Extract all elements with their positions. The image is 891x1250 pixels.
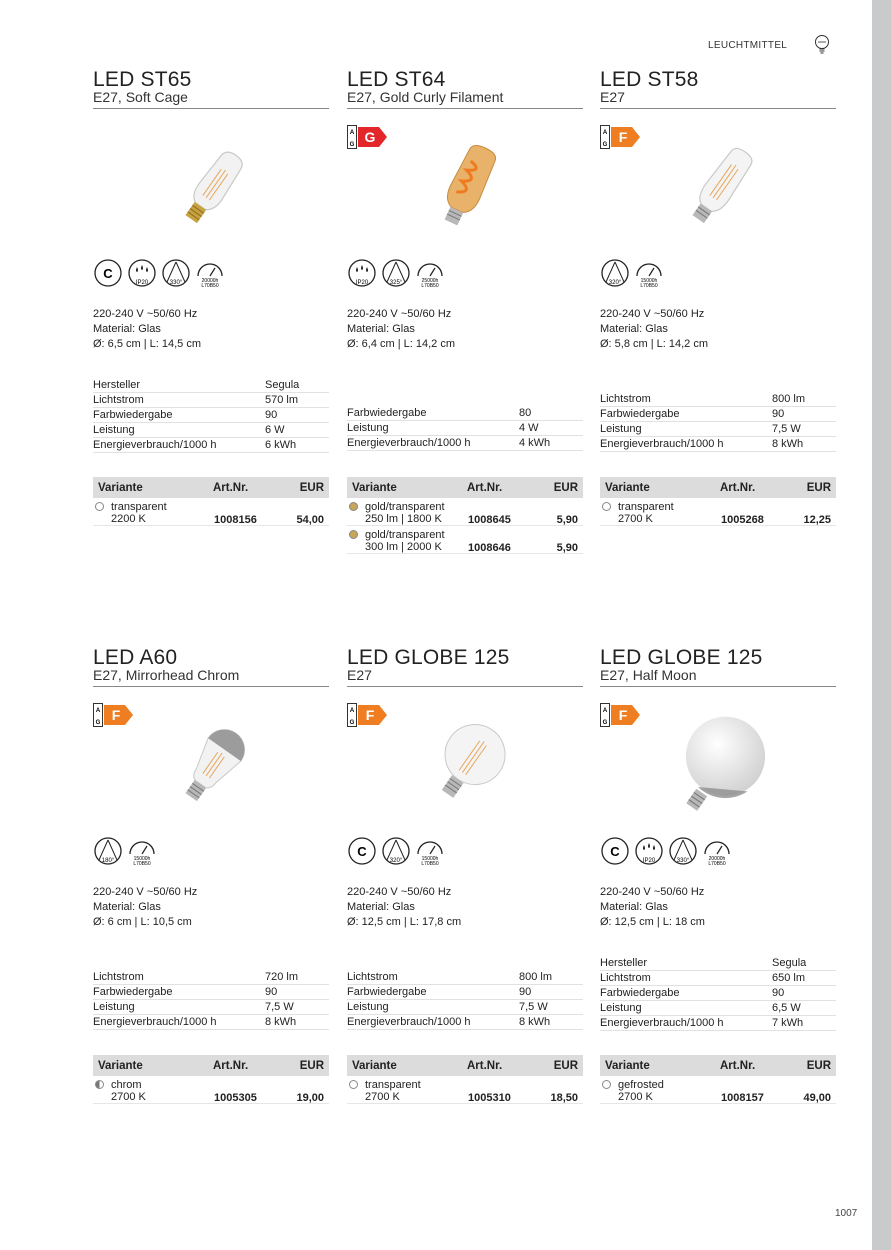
spec-voltage: 220-240 V ~50/60 Hz <box>347 886 452 898</box>
product-image <box>660 710 780 820</box>
svg-text:320°: 320° <box>389 858 403 864</box>
article-number: 1008156 <box>214 514 257 526</box>
specs <box>347 307 455 352</box>
spec-dimensions: Ø: 12,5 cm | L: 18 cm <box>600 916 705 928</box>
variant-detail: 2700 K <box>365 1091 400 1103</box>
specs <box>93 885 197 930</box>
180-beam-icon <box>93 836 123 866</box>
product-image <box>417 138 517 238</box>
svg-text:20000h: 20000h <box>201 278 219 284</box>
article-number: 1008645 <box>468 514 511 526</box>
product-subtitle: E27, Mirrorhead Chrom <box>93 667 240 683</box>
svg-text:A: A <box>349 708 355 714</box>
product-card <box>347 648 583 1148</box>
ip20-icon <box>127 258 157 288</box>
spec-material: Material: Glas <box>93 901 161 913</box>
variant-detail: 2700 K <box>618 1091 653 1103</box>
price: 5,90 <box>556 542 578 554</box>
330-beam-icon <box>161 258 191 288</box>
product-title: LED A60 <box>93 646 178 669</box>
svg-text:G: G <box>95 720 101 726</box>
title-rule <box>600 686 836 687</box>
svg-text:L70B50: L70B50 <box>640 283 658 288</box>
variant-row[interactable] <box>600 498 836 526</box>
energy-label-icon <box>600 125 642 149</box>
product-card <box>347 70 583 570</box>
15000h-lifetime-icon <box>127 836 157 866</box>
variant-table-header: Variante Art.Nr. EUR <box>93 477 329 498</box>
product-card <box>93 648 329 1148</box>
320-beam-icon <box>381 836 411 866</box>
svg-text:A: A <box>95 708 101 714</box>
svg-text:180°: 180° <box>101 858 115 864</box>
variant-table-header: Variante Art.Nr. EUR <box>347 1055 583 1076</box>
variant-name: chrom <box>111 1079 142 1091</box>
spec-row: Farbwiedergabe 90 <box>93 408 329 423</box>
svg-text:G: G <box>349 720 355 726</box>
product-title: LED ST65 <box>93 68 192 91</box>
spec-row: Leistung 7,5 W <box>347 1000 583 1015</box>
article-number: 1005268 <box>721 514 764 526</box>
spec-voltage: 220-240 V ~50/60 Hz <box>600 886 705 898</box>
svg-text:A: A <box>602 130 608 136</box>
bulb-outline-icon <box>814 34 830 56</box>
spec-row: Farbwiedergabe 90 <box>93 985 329 1000</box>
article-number: 1008646 <box>468 542 511 554</box>
svg-text:G: G <box>349 142 355 148</box>
product-title: LED GLOBE 125 <box>600 646 763 669</box>
spec-row: Energieverbrauch/1000 h 8 kWh <box>600 437 836 452</box>
energy-label-icon <box>347 125 389 149</box>
color-swatch <box>602 502 611 511</box>
spec-row: Lichtstrom 720 lm <box>93 970 329 985</box>
variant-detail: 2200 K <box>111 513 146 525</box>
title-rule <box>93 686 329 687</box>
spec-voltage: 220-240 V ~50/60 Hz <box>93 886 198 898</box>
variant-table-header: Variante Art.Nr. EUR <box>600 1055 836 1076</box>
svg-text:20000h: 20000h <box>708 856 726 862</box>
feature-icons <box>93 258 225 292</box>
15000h-lifetime-icon <box>634 258 664 288</box>
ip20-icon <box>634 836 664 866</box>
feature-icons <box>347 836 445 870</box>
feature-icons <box>93 836 157 870</box>
spec-dimensions: Ø: 5,8 cm | L: 14,2 cm <box>600 338 709 350</box>
variant-row[interactable] <box>93 1076 329 1104</box>
variant-table-header: Variante Art.Nr. EUR <box>93 1055 329 1076</box>
variant-name: gold/transparent <box>365 529 445 541</box>
svg-text:F: F <box>111 707 121 723</box>
variant-detail: 250 lm | 1800 K <box>365 513 442 525</box>
spec-row: Farbwiedergabe 90 <box>600 986 836 1001</box>
variant-table-header: Variante Art.Nr. EUR <box>347 477 583 498</box>
320-beam-icon <box>600 258 630 288</box>
svg-text:F: F <box>365 707 375 723</box>
spec-dimensions: Ø: 6 cm | L: 10,5 cm <box>93 916 192 928</box>
svg-text:L70B50: L70B50 <box>421 283 439 288</box>
variant-name: transparent <box>618 501 674 513</box>
product-image <box>417 716 517 816</box>
spec-row: Energieverbrauch/1000 h 6 kWh <box>93 438 329 453</box>
spec-material: Material: Glas <box>93 323 161 335</box>
spec-row: Hersteller Segula <box>93 378 329 393</box>
svg-text:G: G <box>602 720 608 726</box>
spec-row: Lichtstrom 570 lm <box>93 393 329 408</box>
variant-table <box>93 1055 329 1104</box>
product-subtitle: E27, Half Moon <box>600 667 697 683</box>
color-swatch <box>95 1080 104 1089</box>
dimmable-c-icon <box>93 258 123 288</box>
title-rule <box>600 108 836 109</box>
article-number: 1005310 <box>468 1092 511 1104</box>
spec-row: Lichtstrom 800 lm <box>600 392 836 407</box>
20000h-lifetime-icon <box>702 836 732 866</box>
product-image <box>163 138 263 238</box>
price: 54,00 <box>296 514 324 526</box>
svg-text:C: C <box>103 266 113 281</box>
spec-material: Material: Glas <box>600 901 668 913</box>
spec-dimensions: Ø: 6,5 cm | L: 14,5 cm <box>93 338 202 350</box>
variant-name: transparent <box>365 1079 421 1091</box>
dimmable-c-icon <box>600 836 630 866</box>
product-image <box>670 138 770 238</box>
price: 18,50 <box>550 1092 578 1104</box>
variant-row[interactable] <box>347 526 583 554</box>
svg-text:IP20: IP20 <box>135 280 149 286</box>
svg-text:L70B50: L70B50 <box>201 283 219 288</box>
spec-dimensions: Ø: 12,5 cm | L: 17,8 cm <box>347 916 462 928</box>
energy-label-icon <box>93 703 135 727</box>
spec-row: Lichtstrom 650 lm <box>600 971 836 986</box>
330-beam-icon <box>668 836 698 866</box>
spec-row: Farbwiedergabe 80 <box>347 406 583 421</box>
svg-text:330°: 330° <box>676 858 690 864</box>
variant-name: transparent <box>111 501 167 513</box>
spec-table <box>93 970 329 1030</box>
dimmable-c-icon <box>347 836 377 866</box>
spec-table <box>347 970 583 1030</box>
side-color-bar <box>872 0 891 1250</box>
svg-text:A: A <box>602 708 608 714</box>
spec-row: Farbwiedergabe 90 <box>347 985 583 1000</box>
spec-table <box>93 378 329 453</box>
15000h-lifetime-icon <box>415 836 445 866</box>
title-rule <box>93 108 329 109</box>
specs <box>93 307 201 352</box>
variant-table <box>347 477 583 554</box>
spec-row: Energieverbrauch/1000 h 8 kWh <box>347 1015 583 1030</box>
variant-table <box>600 1055 836 1104</box>
variant-table-header: Variante Art.Nr. EUR <box>600 477 836 498</box>
product-card <box>93 70 329 570</box>
product-subtitle: E27 <box>347 667 372 683</box>
energy-label-icon <box>600 703 642 727</box>
variant-row[interactable] <box>600 1076 836 1104</box>
svg-text:G: G <box>364 129 376 145</box>
spec-voltage: 220-240 V ~50/60 Hz <box>600 308 705 320</box>
color-swatch <box>349 1080 358 1089</box>
page-number: 1007 <box>835 1208 858 1219</box>
specs <box>347 885 461 930</box>
spec-dimensions: Ø: 6,4 cm | L: 14,2 cm <box>347 338 456 350</box>
price: 12,25 <box>803 514 831 526</box>
svg-text:25000h: 25000h <box>421 278 439 284</box>
color-swatch <box>349 502 358 511</box>
feature-icons <box>600 836 732 870</box>
svg-text:IP20: IP20 <box>642 858 656 864</box>
feature-icons <box>600 258 664 292</box>
spec-row: Hersteller Segula <box>600 956 836 971</box>
spec-voltage: 220-240 V ~50/60 Hz <box>93 308 198 320</box>
20000h-lifetime-icon <box>195 258 225 288</box>
color-swatch <box>349 530 358 539</box>
variant-name: gefrosted <box>618 1079 664 1091</box>
product-subtitle: E27 <box>600 89 625 105</box>
variant-detail: 2700 K <box>111 1091 146 1103</box>
svg-text:15000h: 15000h <box>133 856 151 862</box>
svg-text:320°: 320° <box>608 280 622 286</box>
product-title: LED ST64 <box>347 68 446 91</box>
svg-text:IP20: IP20 <box>355 280 369 286</box>
variant-table <box>600 477 836 526</box>
svg-text:325°: 325° <box>389 280 403 286</box>
spec-row: Leistung 7,5 W <box>93 1000 329 1015</box>
color-swatch <box>95 502 104 511</box>
product-title: LED GLOBE 125 <box>347 646 510 669</box>
spec-row: Leistung 7,5 W <box>600 422 836 437</box>
spec-row: Leistung 4 W <box>347 421 583 436</box>
spec-row: Farbwiedergabe 90 <box>600 407 836 422</box>
variant-row[interactable] <box>347 1076 583 1104</box>
variant-detail: 2700 K <box>618 513 653 525</box>
spec-table <box>600 392 836 452</box>
spec-material: Material: Glas <box>347 323 415 335</box>
spec-material: Material: Glas <box>600 323 668 335</box>
product-card <box>600 648 836 1148</box>
svg-text:L70B50: L70B50 <box>133 861 151 866</box>
article-number: 1008157 <box>721 1092 764 1104</box>
25000h-lifetime-icon <box>415 258 445 288</box>
variant-row[interactable] <box>93 498 329 526</box>
color-swatch <box>602 1080 611 1089</box>
product-title: LED ST58 <box>600 68 699 91</box>
spec-row: Energieverbrauch/1000 h 8 kWh <box>93 1015 329 1030</box>
svg-text:L70B50: L70B50 <box>421 861 439 866</box>
article-number: 1005305 <box>214 1092 257 1104</box>
spec-table <box>600 956 836 1031</box>
product-subtitle: E27, Soft Cage <box>93 89 188 105</box>
price: 5,90 <box>556 514 578 526</box>
325-beam-icon <box>381 258 411 288</box>
variant-name: gold/transparent <box>365 501 445 513</box>
spec-row: Energieverbrauch/1000 h 4 kWh <box>347 436 583 451</box>
spec-row: Leistung 6 W <box>93 423 329 438</box>
svg-text:L70B50: L70B50 <box>708 861 726 866</box>
section-label: LEUCHTMITTEL <box>708 40 788 51</box>
svg-text:C: C <box>610 844 620 859</box>
svg-text:330°: 330° <box>169 280 183 286</box>
spec-material: Material: Glas <box>347 901 415 913</box>
product-card <box>600 70 836 570</box>
spec-row: Lichtstrom 800 lm <box>347 970 583 985</box>
spec-table <box>347 406 583 451</box>
specs <box>600 885 705 930</box>
svg-text:15000h: 15000h <box>421 856 439 862</box>
variant-detail: 300 lm | 2000 K <box>365 541 442 553</box>
energy-label-icon <box>347 703 389 727</box>
product-subtitle: E27, Gold Curly Filament <box>347 89 504 105</box>
feature-icons <box>347 258 445 292</box>
svg-text:15000h: 15000h <box>640 278 658 284</box>
price: 19,00 <box>296 1092 324 1104</box>
variant-row[interactable] <box>347 498 583 526</box>
spec-row: Leistung 6,5 W <box>600 1001 836 1016</box>
title-rule <box>347 686 583 687</box>
spec-voltage: 220-240 V ~50/60 Hz <box>347 308 452 320</box>
svg-text:G: G <box>602 142 608 148</box>
svg-text:F: F <box>618 129 628 145</box>
svg-text:C: C <box>357 844 367 859</box>
product-image <box>163 716 263 816</box>
svg-text:A: A <box>349 130 355 136</box>
price: 49,00 <box>803 1092 831 1104</box>
title-rule <box>347 108 583 109</box>
variant-table <box>347 1055 583 1104</box>
svg-text:F: F <box>618 707 628 723</box>
variant-table <box>93 477 329 526</box>
spec-row: Energieverbrauch/1000 h 7 kWh <box>600 1016 836 1031</box>
specs <box>600 307 708 352</box>
ip20-icon <box>347 258 377 288</box>
